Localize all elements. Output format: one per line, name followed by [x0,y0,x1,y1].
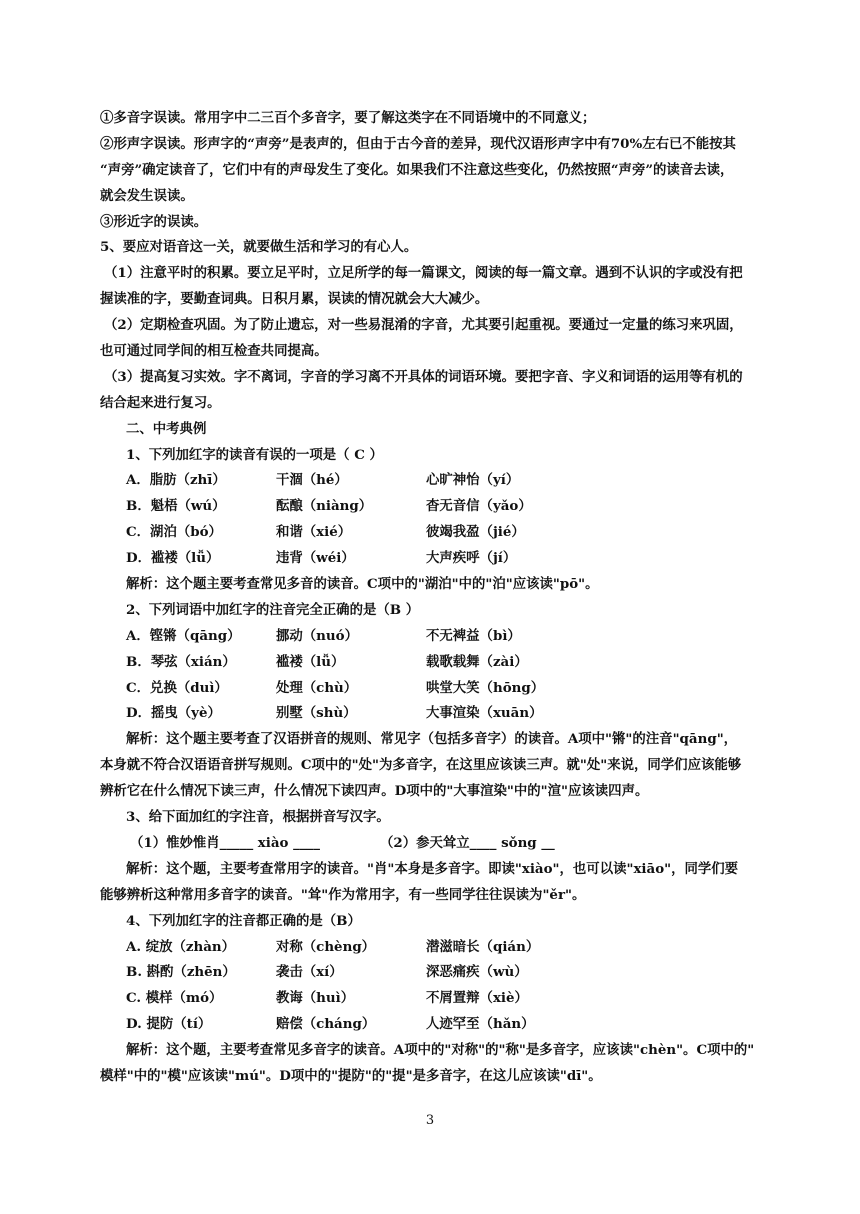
analysis-text: 能够辨析这种常用多音字的读音。"耸"作为常用字，有一些同学往往误读为"ěr"。 [100,886,586,903]
option-row [100,624,800,650]
option-item: 心旷神怡（yí） [426,472,520,489]
analysis-text: 解析：这个题主要考查常见多音的读音。C项中的"湖泊"中的"泊"应该读"pō"。 [126,576,599,593]
fill-in-item: （2）参天耸立____ sǒng __ [380,834,555,851]
question-stem: 2、下列词语中加红字的注音完全正确的是（B ） [126,601,420,618]
option-row [100,546,800,572]
paragraph-line: ③形近字的误读。 [100,213,208,230]
paragraph-line: （1）注意平时的积累。要立足平时，立足所学的每一篇课文，阅读的每一篇文章。遇到不认识的字或没有把 [104,265,743,282]
option-item: 大事渲染（xuān） [426,705,543,722]
option-item: 教诲（huì） [276,990,355,1007]
option-item: 潜滋暗长（qián） [426,938,540,955]
option-item: 别墅（shù） [276,705,357,722]
paragraph-line: 结合起来进行复习。 [100,394,221,411]
option-item: B．琴弦（xián） [126,653,236,670]
section-title: 二、中考典例 [126,420,207,437]
option-row [100,520,800,546]
question-stem: 1、下列加红字的读音有误的一项是（ C ） [126,446,383,463]
option-item: C. 模样（mó） [126,990,223,1007]
option-item: B．魁梧（wú） [126,498,226,515]
option-item: A. 绽放（zhàn） [126,938,236,955]
fill-in-item: （1）惟妙惟肖_____ xiào ____ [130,834,320,851]
option-item: 干涸（hé） [276,472,348,489]
option-item: C．兑换（duì） [126,679,228,696]
option-row [100,650,800,676]
option-item: 载歌载舞（zài） [426,653,528,670]
paragraph-line: 就会发生误读。 [100,187,194,204]
option-item: C．湖泊（bó） [126,524,222,541]
option-item: A．铿锵（qāng） [126,627,241,644]
paragraph-line: （2）定期检查巩固。为了防止遗忘，对一些易混淆的字音，尤其要引起重视。要通过一定量的练习来巩固， [104,317,743,334]
document-body [100,106,800,1090]
option-item: 不屑置辩（xiè） [426,990,528,1007]
paragraph-line: （3）提高复习实效。字不离词，字音的学习离不开具体的词语环境。要把字音、字义和词语的运用等有机的 [104,368,743,385]
option-item: 袭击（xí） [276,964,343,981]
option-row [100,676,800,702]
option-row [100,1012,800,1038]
analysis-text: 本身就不符合汉语语音拼写规则。C项中的"处"为多音字，在这里应该读三声。就"处"来说，同学们应该能够 [100,757,742,774]
analysis-text: 解析：这个题，主要考查常用字的读音。"肖"本身是多音字。即读"xiào"，也可以读"xiāo"，同学们要 [126,860,739,877]
fill-in-row [100,831,800,857]
option-item: 杳无音信（yǎo） [426,498,532,515]
option-item: 挪动（nuó） [276,627,358,644]
option-row [100,960,800,986]
option-item: 大声疾呼（jí） [426,550,517,567]
option-item: 和谐（xié） [276,524,352,541]
option-row [100,701,800,727]
paragraph-line: ①多音字误读。常用字中二三百个多音字，要了解这类字在不同语境中的不同意义； [100,110,596,126]
page-number: 3 [425,1113,435,1128]
analysis-text: 模样"中的"模"应该读"mú"。D项中的"提防"的"提"是多音字，在这儿应该读"dī"。 [100,1067,602,1084]
option-row [100,986,800,1012]
paragraph-line: 5、要应对语音这一关，就要做生活和学习的有心人。 [100,239,418,256]
paragraph-line: ②形声字误读。形声字的“声旁”是表声的，但由于古今音的差异，现代汉语形声字中有70%左右已不能按其 [100,135,736,152]
analysis-text: 解析：这个题主要考查了汉语拼音的规则、常见字（包括多音字）的读音。A项中"锵"的注音"qāng"， [126,731,738,748]
paragraph-line: 握读准的字，要勤查词典。日积月累，误读的情况就会大大减少。 [100,291,489,308]
paragraph-line: “声旁”确定读音了，它们中有的声母发生了变化。如果我们不注意这些变化，仍然按照“声旁”的读音去读， [100,161,734,178]
analysis-text: 辨析它在什么情况下读三声，什么情况下读四声。D项中的"大事渲染"中的"渲"应该读四声。 [100,783,649,800]
option-item: D．褴褛（lǚ） [126,550,220,567]
question-stem: 3、给下面加红的字注音，根据拼音写汉字。 [126,809,390,826]
option-item: 深恶痛疾（wù） [426,964,528,981]
option-item: 处理（chù） [276,679,358,696]
option-item: D. 提防（tí） [126,1016,212,1033]
option-row [100,935,800,961]
option-item: A．脂肪（zhī） [126,472,226,489]
option-item: 对称（chèng） [276,938,376,955]
option-item: 不无裨益（bì） [426,627,521,644]
option-item: 违背（wéi） [276,550,355,567]
option-item: D．摇曳（yè） [126,705,221,722]
question-stem: 4、下列加红字的注音都正确的是（B） [126,912,361,929]
paragraph-line: 也可通过同学间的相互检查共同提高。 [100,343,328,360]
option-row [100,494,800,520]
option-item: 哄堂大笑（hōng） [426,679,545,696]
option-item: 彼竭我盈（jié） [426,524,525,541]
option-row [100,468,800,494]
option-item: 赔偿（cháng） [276,1016,376,1033]
option-item: 褴褛（lǚ） [276,653,345,670]
option-item: 酝酿（niàng） [276,498,373,515]
analysis-text: 解析：这个题，主要考查常见多音字的读音。A项中的"对称"的"称"是多音字，应该读"chèn"。C项中的" [126,1042,755,1059]
option-item: B. 斟酌（zhēn） [126,964,236,981]
option-item: 人迹罕至（hǎn） [426,1016,535,1033]
